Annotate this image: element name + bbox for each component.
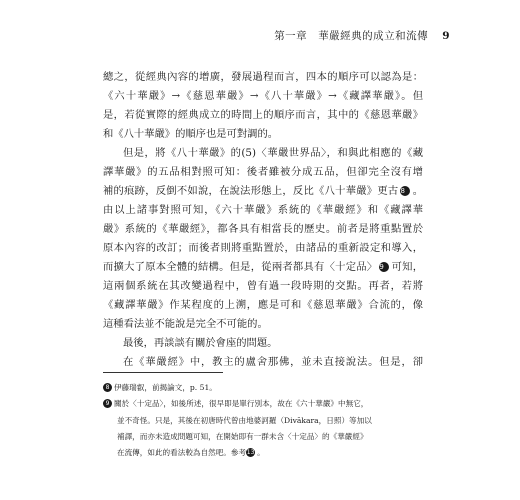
running-header bbox=[274, 28, 450, 43]
text-line: 但是，將《八十華嚴》的(5)〈華嚴世界品〉，和與此相應的《藏 bbox=[123, 147, 423, 159]
main-text bbox=[103, 68, 423, 372]
footnote-line: 並不奇怪。只是，其後在初唐時代曾由地婆訶羅（Divākara，日照）等加以 bbox=[117, 415, 372, 425]
text-line: 總之，從經典內容的增廣，發展過程而言，四本的順序可以認為是： bbox=[103, 71, 423, 83]
footnotes bbox=[103, 380, 423, 461]
page-number: 9 bbox=[442, 30, 450, 42]
text-segment: 而擴大了原本全體的結構。但是，從兩者都具有〈十定品〉 bbox=[103, 261, 378, 273]
text-line: 《六十華嚴》→《慈恩華嚴》→《八十華嚴》→《藏譯華嚴》。但 bbox=[103, 90, 423, 102]
text-line: 和《八十華嚴》的順序也是可對調的。 bbox=[103, 128, 279, 140]
text-line: 最後，再談談有關於會座的問題。 bbox=[123, 337, 278, 349]
chapter-title: 第一章 華嚴經典的成立和流傳 bbox=[274, 30, 429, 42]
text-line: 由以上諸事對照可知，《六十華嚴》系統的《華嚴經》和《藏譯華 bbox=[103, 204, 423, 216]
text-line: 嚴》系統的《華嚴經》，都各具有相當長的歷史。前者是將重點置於 bbox=[103, 223, 423, 235]
text-line: 是，若從實際的經典成立的時間上的順序而言，其中的《慈恩華嚴》 bbox=[103, 109, 423, 121]
text-line bbox=[103, 258, 423, 277]
footnote-9 bbox=[103, 396, 423, 412]
footnote-number: 8 bbox=[103, 383, 112, 392]
text-line: 在《華嚴經》中，教主的盧舍那佛，並未直接說法。但是，卻 bbox=[123, 356, 423, 368]
footnote-text: 關於〈十定品〉，如後所述，很早即是單行別本，故在《六十華嚴》中無它， bbox=[114, 399, 369, 409]
text-line: 這種看法並不能說是完全不可能的。 bbox=[103, 318, 268, 330]
footnote-8 bbox=[103, 380, 423, 396]
text-line: 這兩個系統在其改變過程中，曾有過一段時期的交點。再者，若將 bbox=[103, 280, 423, 292]
text-segment: 補的痕跡，反倒不如說，在說法形態上，反比《八十華嚴》更古 bbox=[103, 185, 399, 197]
text-line: 譯華嚴》的五品相對照可知：後者雖被分成五品，但卻完全沒有增 bbox=[103, 166, 423, 178]
footnote-number: 9 bbox=[103, 399, 112, 408]
footnote-divider bbox=[103, 372, 223, 373]
footnote-line: 補譯，而亦未造成問題可知，在開始即有一群未含〈十定品〉的《華嚴經》 bbox=[117, 431, 368, 441]
footnote-marker-8: 8 bbox=[400, 186, 410, 196]
footnote-line bbox=[103, 445, 423, 461]
footnote-ref-13: 13 bbox=[246, 449, 255, 457]
footnote-marker-9: 9 bbox=[379, 262, 389, 272]
text-line: 原本內容的改訂；而後者則將重點置於，由諸品的重新設定和導入， bbox=[103, 242, 423, 254]
text-line: 《藏譯華嚴》作某程度的上溯，應是可和《慈恩華嚴》合流的，像 bbox=[103, 299, 423, 311]
footnote-text: 伊藤瑞叡，前揭論文，p. 51。 bbox=[114, 383, 217, 392]
footnote-text: 。 bbox=[257, 448, 265, 458]
text-line: 補的痕跡，反倒不如說，在說法形態上，反比《八十華嚴》更古 8 。 bbox=[103, 185, 423, 197]
footnote-text: 在流傳，如此的看法較為自然吧。參考 bbox=[117, 448, 247, 458]
text-segment: 可知， bbox=[391, 261, 423, 273]
